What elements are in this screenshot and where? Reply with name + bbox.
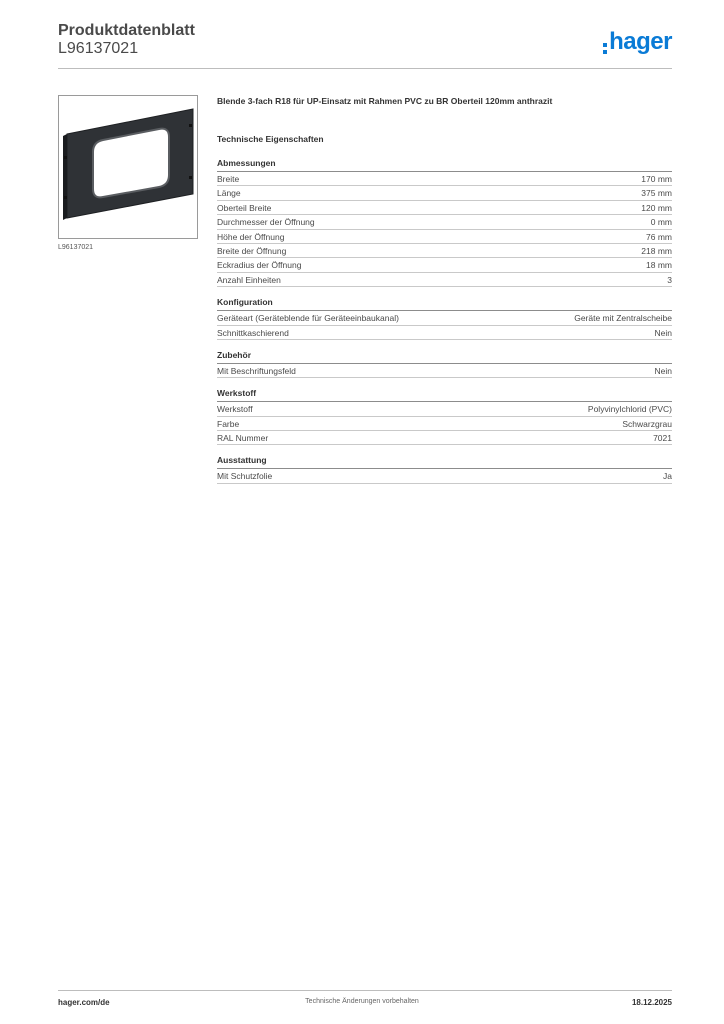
table-row	[217, 258, 672, 272]
row-value: Geräte mit Zentralscheibe	[574, 313, 672, 324]
document-number: L96137021	[58, 40, 139, 57]
row-label: RAL Nummer	[217, 433, 269, 444]
row-value: Nein	[654, 365, 672, 376]
table-row	[217, 230, 672, 244]
row-label: Breite der Öffnung	[217, 245, 287, 256]
cover-plate-illustration	[59, 96, 197, 238]
row-value: 3	[667, 274, 672, 285]
table-row	[217, 215, 672, 229]
table-row	[217, 431, 672, 445]
table-row	[217, 172, 672, 186]
row-label: Farbe	[217, 418, 240, 429]
product-image	[58, 95, 198, 239]
table-row	[217, 364, 672, 378]
header-divider	[58, 68, 672, 69]
product-title: Blende 3-fach R18 für UP-Einsatz mit Rahmen PVC zu BR Oberteil 120mm anthrazit	[217, 96, 553, 106]
document-title: Produktdatenblatt	[58, 22, 195, 39]
row-value: Ja	[663, 471, 672, 482]
table-row	[217, 311, 672, 325]
logo-text: hager	[609, 28, 672, 55]
section-title: Ausstattung	[217, 455, 672, 469]
section-title: Zubehör	[217, 350, 672, 364]
table-row	[217, 244, 672, 258]
row-label: Länge	[217, 188, 241, 199]
section-title: Konfiguration	[217, 297, 672, 311]
table-row	[217, 273, 672, 287]
page-header	[58, 20, 672, 68]
row-value: 7021	[653, 433, 672, 444]
footer-notice: Technische Änderungen vorbehalten	[305, 998, 419, 1005]
row-value: 375 mm	[641, 188, 672, 199]
row-value: 18 mm	[646, 260, 672, 271]
section-konfiguration	[217, 297, 672, 340]
image-caption: L96137021	[58, 244, 94, 251]
table-row	[217, 186, 672, 200]
row-label: Mit Beschriftungsfeld	[217, 365, 296, 376]
row-value: 120 mm	[641, 202, 672, 213]
table-row	[217, 417, 672, 431]
section-zubehoer	[217, 350, 672, 378]
row-value: 76 mm	[646, 231, 672, 242]
row-label: Breite	[217, 174, 240, 184]
footer-date: 18.12.2025	[631, 998, 672, 1007]
row-label: Geräteart (Geräteblende für Geräteeinbaukanal)	[217, 313, 399, 324]
row-label: Oberteil Breite	[217, 202, 272, 213]
section-abmessungen	[217, 158, 672, 287]
row-label: Eckradius der Öffnung	[217, 260, 302, 271]
product-details	[217, 96, 672, 484]
row-label: Mit Schutzfolie	[217, 471, 273, 482]
table-row	[217, 469, 672, 483]
section-title: Abmessungen	[217, 158, 672, 172]
table-row	[217, 326, 672, 340]
logo-dots-icon	[603, 43, 607, 54]
row-value: 218 mm	[641, 245, 672, 256]
section-werkstoff	[217, 388, 672, 445]
row-label: Durchmesser der Öffnung	[217, 217, 315, 228]
row-label: Schnittkaschierend	[217, 327, 289, 338]
row-label: Werkstoff	[217, 404, 253, 415]
footer-divider	[58, 990, 672, 991]
row-value: 0 mm	[650, 217, 672, 228]
table-row	[217, 201, 672, 215]
technical-properties-heading: Technische Eigenschaften	[217, 134, 324, 144]
row-value: 170 mm	[641, 174, 672, 184]
row-value: Polyvinylchlorid (PVC)	[587, 404, 672, 415]
section-title: Werkstoff	[217, 388, 672, 402]
footer-website-link[interactable]: hager.com/de	[58, 998, 110, 1007]
row-value: Schwarzgrau	[622, 418, 672, 429]
row-value: Nein	[654, 327, 672, 338]
row-label: Höhe der Öffnung	[217, 231, 285, 242]
hager-logo	[603, 28, 672, 56]
section-ausstattung	[217, 455, 672, 483]
table-row	[217, 402, 672, 416]
row-label: Anzahl Einheiten	[217, 274, 281, 285]
